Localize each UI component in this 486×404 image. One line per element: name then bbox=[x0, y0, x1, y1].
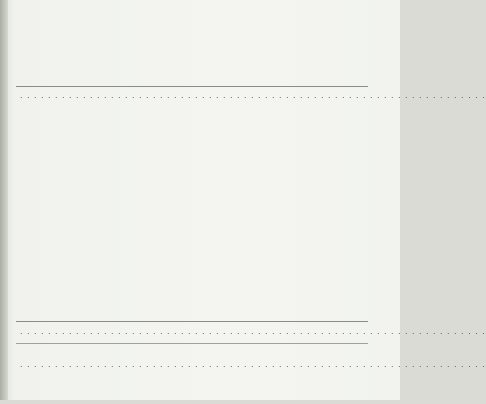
chapter-15-heading[interactable] bbox=[18, 87, 486, 104]
toc-subentry[interactable] bbox=[0, 390, 400, 404]
leader-dots: . . . . . . . . . . . . . . . . . . . . . . . . . . . . . . . . . . . . . . . . . . . . . . . . . . . . . . . . . . . . . . . . . . . bbox=[20, 90, 486, 100]
section-divider bbox=[16, 321, 368, 322]
chapter-17-heading[interactable] bbox=[18, 356, 486, 373]
book-spine-shadow bbox=[0, 0, 8, 400]
section-divider bbox=[16, 343, 368, 344]
leader-dots: . . . . . . . . . . . . . . . . . . . . . . . . . . . . . . . . . . . . . . . . . . . . . . . . . . . . . . . . . . . . . . . . . . . bbox=[20, 326, 486, 336]
chapter-16-heading[interactable] bbox=[18, 323, 486, 340]
leader-dots: . . . . . . . . . . . . . . . . . . . . . . . . . . . . . . . . . . . . . . . . . . . . . . . . . . . . . . . . . . . . . . . . . . . bbox=[20, 359, 486, 369]
